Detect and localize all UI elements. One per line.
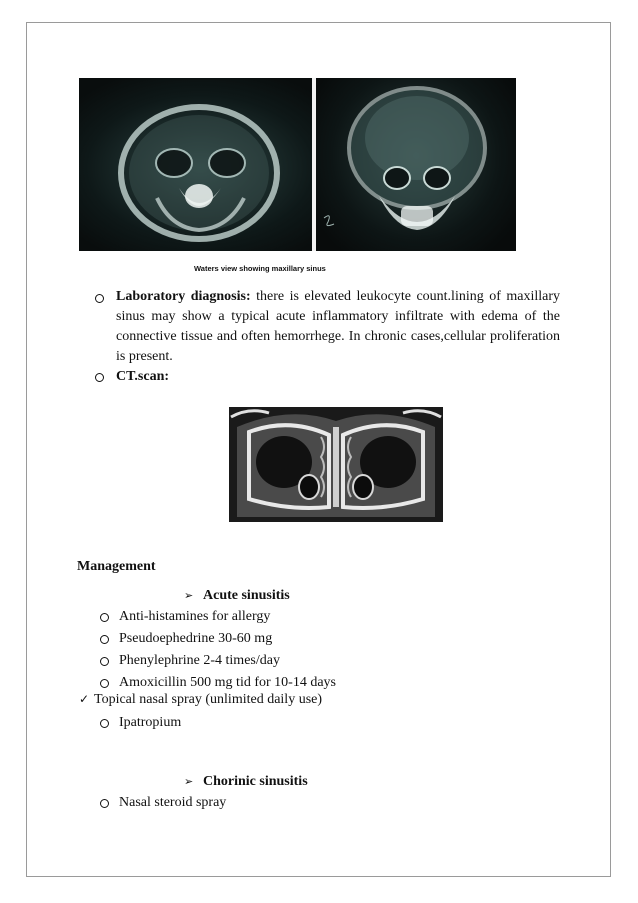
list-item: Pseudoephedrine 30-60 mg [119, 631, 273, 646]
bullet-icon [95, 373, 104, 382]
xray-images [79, 78, 516, 251]
bullet-icon [100, 635, 109, 644]
chronic-sinusitis-heading [203, 772, 308, 792]
bullet-icon [95, 294, 104, 303]
ctscan-label-text: CT.scan: [116, 369, 170, 384]
checkmark-icon: ✓ [79, 692, 90, 706]
list-item: Phenylephrine 2-4 times/day [119, 653, 280, 668]
ct-scan-image [229, 407, 443, 522]
bullet-icon [100, 679, 109, 688]
laboratory-diagnosis-paragraph [116, 287, 560, 367]
management-heading [77, 557, 156, 577]
list-item: Ipatropium [119, 715, 182, 730]
bullet-icon [100, 799, 109, 808]
arrow-bullet-icon: ➢ [184, 589, 194, 602]
laboratory-label: Laboratory diagnosis: [116, 289, 251, 304]
list-item: Anti-histamines for allergy [119, 609, 271, 624]
bullet-icon [100, 613, 109, 622]
chronic-heading-text: Chorinic sinusitis [203, 774, 308, 789]
bullet-icon [100, 719, 109, 728]
list-item: Amoxicillin 500 mg tid for 10-14 days [119, 675, 336, 690]
laboratory-text: there is elevated leukocyte count.lining of maxillary sinus may show a typical acute inflammatory infiltrate with edema of the connective tissue and often hemorrhege. In chronic cases,cellular proliferation is present. [116, 289, 561, 364]
check-list-item: Topical nasal spray (unlimited daily use) [94, 692, 323, 707]
xray-drawing [79, 78, 516, 251]
list-item: Nasal steroid spray [119, 795, 227, 810]
acute-sinusitis-heading [203, 586, 290, 606]
figure-caption: Waters view showing maxillary sinus [194, 264, 326, 273]
management-heading-text: Management [77, 559, 156, 574]
bullet-icon [100, 657, 109, 666]
ct-drawing [229, 407, 443, 522]
arrow-bullet-icon: ➢ [184, 775, 194, 788]
acute-heading-text: Acute sinusitis [203, 588, 290, 603]
ctscan-label [116, 367, 169, 387]
